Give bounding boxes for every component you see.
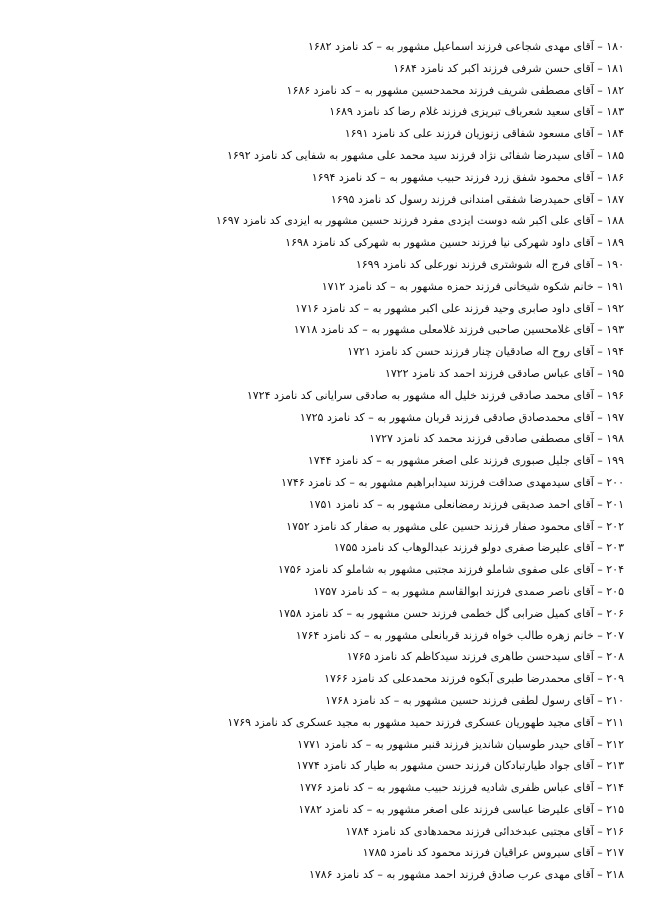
- candidate-entry: ۱۸۷ – آقای حمیدرضا شفقی امندانی فرزند رسول کد نامزد ۱۶۹۵: [330, 192, 624, 206]
- candidate-entry: ۲۰۷ – خانم زهره طالب خواه فرزند قربانعلی مشهور به – کد نامزد ۱۷۶۴: [295, 628, 624, 642]
- candidate-entry: ۱۸۳ – آقای سعید شعرباف تبریزی فرزند غلام رضا کد نامزد ۱۶۸۹: [329, 105, 624, 119]
- candidate-entry: ۲۰۹ – آقای محمدرضا طبری آبکوه فرزند محمدعلی کد نامزد ۱۷۶۶: [324, 672, 624, 686]
- candidate-entry: ۲۱۸ – آقای مهدی عرب صادق فرزند احمد مشهور به – کد نامزد ۱۷۸۶: [308, 868, 624, 882]
- candidate-entry: ۱۸۹ – آقای داود شهرکی نیا فرزند حسین مشهور به شهرکی کد نامزد ۱۶۹۸: [285, 236, 624, 250]
- candidate-entry: ۱۹۱ – خانم شکوه شیخانی فرزند حمزه مشهور به – کد نامزد ۱۷۱۲: [321, 279, 624, 293]
- candidate-entry: ۱۸۸ – آقای علی اکبر شه دوست ایزدی مفرد فرزند حسین مشهور به ایزدی کد نامزد ۱۶۹۷: [215, 214, 624, 228]
- candidate-list: [24, 36, 624, 886]
- candidate-entry: ۲۱۳ – آقای جواد طیارتبادکان فرزند حسن مشهور به طیار کد نامزد ۱۷۷۴: [296, 759, 624, 773]
- candidate-entry: ۲۰۵ – آقای ناصر صمدی فرزند ابوالقاسم مشهور به – کد نامزد ۱۷۵۷: [313, 584, 624, 598]
- candidate-entry: ۱۸۲ – آقای مصطفی شریف فرزند محمدحسین مشهور به – کد نامزد ۱۶۸۶: [286, 83, 624, 97]
- candidate-entry: ۱۸۰ – آقای مهدی شجاعی فرزند اسماعیل مشهور به – کد نامزد ۱۶۸۲: [307, 40, 624, 53]
- candidate-entry: ۱۸۶ – آقای محمود شفق زرد فرزند حبیب مشهور به – کد نامزد ۱۶۹۴: [311, 170, 624, 184]
- candidate-entry: ۱۹۰ – آقای فرج اله شوشتری فرزند نورعلی کد نامزد ۱۶۹۹: [355, 257, 624, 271]
- candidate-entry: ۱۹۲ – آقای داود صابری وحید فرزند علی اکبر مشهور به – کد نامزد ۱۷۱۶: [295, 301, 624, 315]
- candidate-entry: ۲۰۰ – آقای سیدمهدی صداقت فرزند سیدابراهیم مشهور به – کد نامزد ۱۷۴۶: [281, 475, 624, 489]
- candidate-entry: ۱۹۳ – آقای غلامحسین صاحبی فرزند غلامعلی مشهور به – کد نامزد ۱۷۱۸: [293, 323, 624, 337]
- candidate-entry: ۲۱۴ – آقای عباس ظفری شادیه فرزند حبیب مشهور به – کد نامزد ۱۷۷۶: [299, 781, 624, 795]
- candidate-entry: ۱۹۹ – آقای جلیل صبوری فرزند علی اصغر مشهور به – کد نامزد ۱۷۴۴: [307, 454, 624, 468]
- candidate-entry: ۲۰۴ – آقای علی صفوی شاملو فرزند مجتبی مشهور به شاملو کد نامزد ۱۷۵۶: [277, 563, 624, 577]
- candidate-entry: ۲۰۱ – آقای احمد صدیقی فرزند رمضانعلی مشهور به – کد نامزد ۱۷۵۱: [308, 497, 624, 511]
- candidate-entry: ۱۹۷ – آقای محمدصادق صادقی فرزند قربان مشهور به – کد نامزد ۱۷۲۵: [299, 410, 624, 424]
- candidate-entry: ۱۸۴ – آقای مسعود شفاقی زنوزیان فرزند علی کد نامزد ۱۶۹۱: [344, 127, 624, 141]
- candidate-entry: ۱۹۵ – آقای عباس صادقی فرزند احمد کد نامزد ۱۷۲۲: [384, 366, 624, 380]
- candidate-entry: ۱۹۴ – آقای روح اله صادقیان چنار فرزند حسن کد نامزد ۱۷۲۱: [347, 345, 624, 359]
- candidate-entry: ۱۹۸ – آقای مصطفی صادقی فرزند محمد کد نامزد ۱۷۲۷: [369, 432, 624, 446]
- candidate-entry: ۱۸۵ – آقای سیدرضا شفائی نژاد فرزند سید محمد علی مشهور به شفایی کد نامزد ۱۶۹۲: [226, 148, 624, 162]
- candidate-entry: ۲۰۸ – آقای سیدحسن طاهری فرزند سیدکاظم کد نامزد ۱۷۶۵: [346, 650, 624, 664]
- candidate-entry: ۱۹۶ – آقای محمد صادقی فرزند خلیل اله مشهور به صادقی سرایانی کد نامزد ۱۷۲۴: [246, 388, 624, 402]
- candidate-entry: ۲۰۳ – آقای علیرضا صفری دولو فرزند عبدالوهاب کد نامزد ۱۷۵۵: [333, 541, 624, 555]
- candidate-entry: ۲۱۶ – آقای مجتبی عبدخدائی فرزند محمدهادی کد نامزد ۱۷۸۴: [345, 824, 624, 838]
- candidate-entry: ۲۰۶ – آقای کمیل ضرابی گل خطمی فرزند حسن مشهور به – کد نامزد ۱۷۵۸: [278, 606, 624, 620]
- candidate-entry: ۱۸۱ – آقای حسن شرفی فرزند اکبر کد نامزد ۱۶۸۴: [393, 61, 624, 75]
- candidate-entry: ۲۱۰ – آقای رسول لطفی فرزند حسین مشهور به – کد نامزد ۱۷۶۸: [325, 693, 624, 707]
- candidate-entry: ۲۰۲ – آقای محمود صفار فرزند حسین علی مشهور به صفار کد نامزد ۱۷۵۲: [286, 519, 624, 533]
- candidate-entry: ۲۱۱ – آقای مجید طهوریان عسکری فرزند حمید مشهور به مجید عسکری کد نامزد ۱۷۶۹: [227, 715, 624, 729]
- candidate-entry: ۲۱۷ – آقای سیروس عراقیان فرزند محمود کد نامزد ۱۷۸۵: [362, 846, 624, 860]
- candidate-entry: ۲۱۵ – آقای علیرضا عباسی فرزند علی اصغر مشهور به – کد نامزد ۱۷۸۲: [298, 802, 624, 816]
- candidate-entry: ۲۱۲ – آقای حیدر طوسیان شاندیز فرزند قنبر مشهور به – کد نامزد ۱۷۷۱: [297, 737, 624, 751]
